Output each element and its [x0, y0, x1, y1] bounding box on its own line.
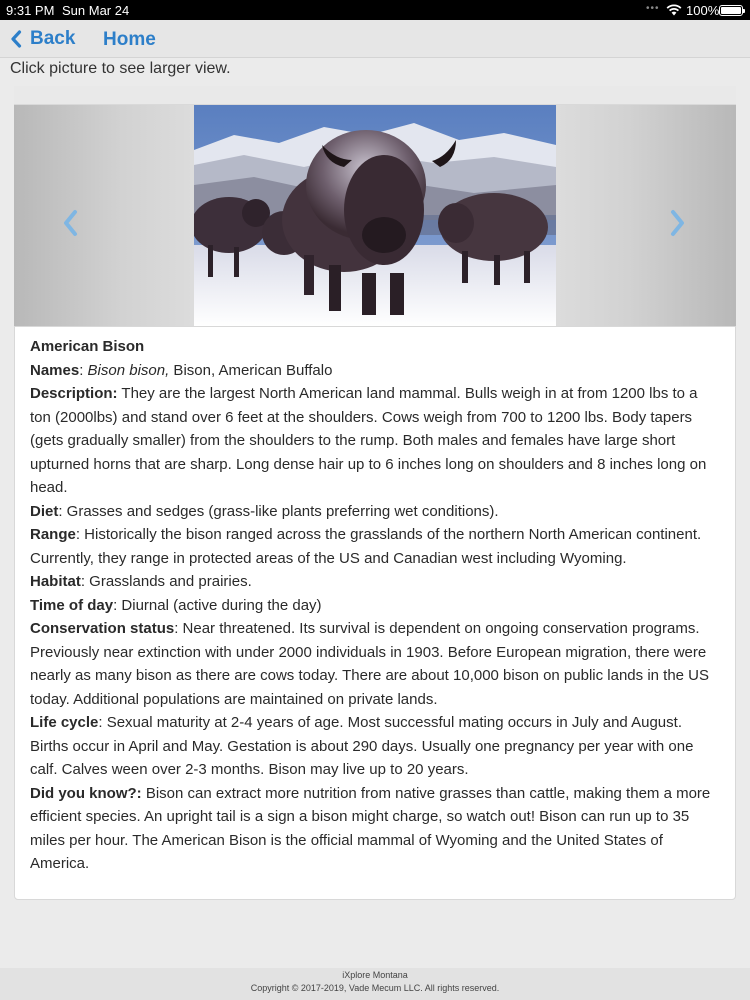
battery-percentage: 100%	[686, 3, 720, 18]
status-time: 9:31 PM	[6, 3, 55, 18]
range-section: Range: Historically the bison ranged across the grasslands of the northern North American continent. Currently, they range in protected areas of the US and Canadian west including Wyoming.	[30, 526, 702, 567]
animal-info-card	[14, 326, 736, 900]
names-section: Names: Bison bison, Bison, American Buffalo	[30, 361, 333, 379]
did-you-know-section: Did you know?: Bison can extract more nutrition from native grasses than cattle, making them a more efficient species. An upright tail is a sign a bison might charge, so watch out! Bison can run up to 35 miles per hour. The American Bison is the official mammal of Wyoming and the United States of America.	[30, 784, 711, 872]
status-bar	[0, 0, 750, 20]
footer	[0, 968, 750, 1000]
gallery-right-panel	[556, 105, 736, 326]
home-button[interactable]: Home	[103, 29, 156, 50]
bison-photo[interactable]	[194, 105, 556, 326]
battery-icon	[719, 5, 743, 16]
animal-title: American Bison	[30, 338, 145, 355]
gallery-hint: Click picture to see larger view.	[10, 60, 231, 77]
previous-image-button[interactable]	[60, 208, 80, 238]
chevron-left-icon	[10, 30, 22, 48]
footer-copyright: Copyright © 2017-2019, Vade Mecum LLC. All rights reserved.	[250, 983, 500, 993]
next-image-button[interactable]	[668, 208, 688, 238]
gallery-left-panel	[14, 105, 194, 326]
footer-app-name: iXplore Montana	[342, 970, 408, 980]
conservation-section: Conservation status: Near threatened. Its survival is dependent on ongoing conservation programs. Previously near extinction with under 2000 individuals in 1903. Before European migration, there were nearly as many bison as there are cows today. There are about 10,000 bison on public lands in the US today. Additional populations are maintained on private lands.	[30, 620, 710, 708]
back-button[interactable]	[10, 28, 75, 50]
time-of-day-section: Time of day: Diurnal (active during the day)	[30, 596, 322, 614]
life-cycle-section: Life cycle: Sexual maturity at 2-4 years of age. Most successful mating occurs in July and August. Births occur in April and May. Gestation is about 290 days. Usually one pregnancy per year with one calf. Calves ween over 2-3 months. Bison may live up to 20 years.	[30, 714, 694, 778]
back-label: Back	[30, 28, 76, 49]
status-date: Sun Mar 24	[62, 3, 130, 18]
wifi-icon	[666, 4, 682, 16]
image-gallery	[14, 86, 736, 326]
habitat-section: Habitat: Grasslands and prairies.	[30, 573, 252, 590]
description-section: Description: They are the largest North American land mammal. Bulls weigh in at from 1200 lbs to a ton (2000lbs) and stand over 6 feet at the shoulders. Cows weigh from 700 to 1200 lbs. Body tapers (gets gradually smaller) from the shoulders to the rump. Both males and females have large short upturned horns that are sharp. Long dense hair up to 6 inches long on shoulders and 8 inches long on head.	[30, 385, 707, 496]
diet-section: Diet: Grasses and sedges (grass-like plants preferring wet conditions).	[30, 502, 499, 520]
multitasking-dots-icon: •••	[646, 3, 660, 14]
navigation-bar	[0, 20, 750, 58]
